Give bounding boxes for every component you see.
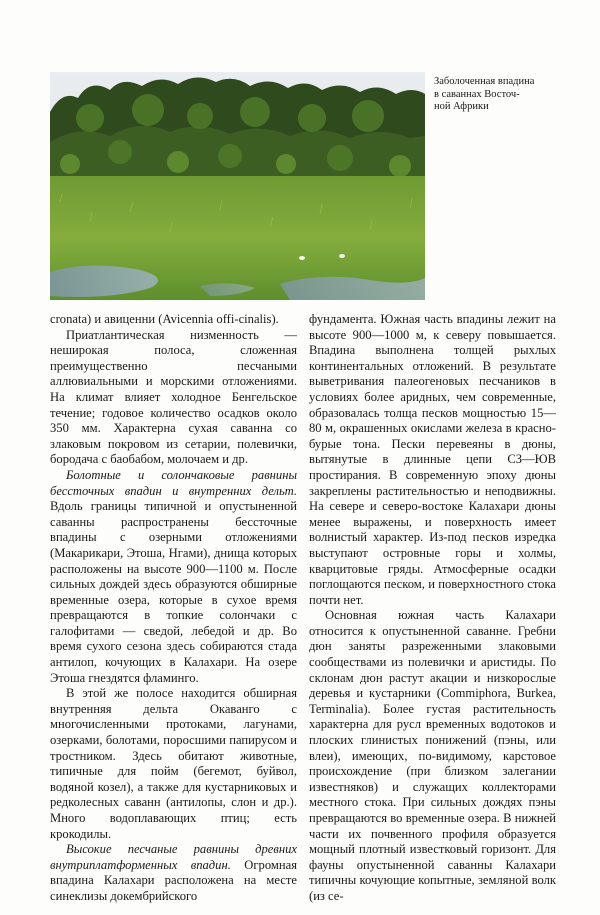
paragraph: cronata) и авиценни (Avicennia offi-cinalis).	[50, 312, 279, 326]
section-heading-italic: Высокие песчаные равнины древних внутриплатформенных впадин.	[50, 842, 297, 872]
right-text-column	[309, 312, 556, 905]
paragraph: В этой же полосе находится обширная внутренняя дельта Окаванго с многочисленными протоками, лагунами, озерками, болотами, поросшими папирусом и тростником. Здесь обитают животные, типичные для пойм (бегемот, буйвол, водяной козел), а также для кустарниковых и редколесных саванн (антилопы, слон и др.). Много водоплавающих птиц; есть крокодилы.	[50, 686, 297, 841]
paragraph: Высокие песчаные равнины древних внутриплатформенных впадин. Огромная впадина Калахари расположена на месте синеклизы докембрийского	[50, 842, 297, 903]
caption-line: Заболоченная впадина	[434, 76, 535, 87]
caption-line: в саваннах Восточ-	[434, 88, 520, 100]
section-heading-italic: Болотные и солончаковые равнины бессточных впадин и внутренних дельт.	[50, 467, 297, 498]
paragraph: Болотные и солончаковые равнины бессточных впадин и внутренних дельт. Вдоль границы типичной и опустыненной саванны распространены бессточные впадины с озерными отложениями (Макарикари, Этоша, Нгами), днища которых расположены на высоте 900—1100 м. После сильных дождей здесь образуются обширные временные озера, которые в сухое время превращаются в топкие солончаки с галофитами — сведой, лебедой и др. Во время сухого сезона здесь собираются стада антилоп, кочующих в Калахари. На озере Этоша гнездятся фламинго.	[50, 467, 297, 685]
photo-illustration	[50, 72, 425, 300]
paragraph: фундамента. Южная часть впадины лежит на высоте 900—1000 м, к северу повышается. Впадина выполнена толщей рыхлых континентальных отложений. В результате выветривания палеогеновых песчаников в условиях более аридных, чем современные, образовалась толща песков мощностью 15—80 м, окрашенных окислами железа в красно-бурые тона. Пески перевеяны в дюны, вытянутые в длинные цепи СЗ—ЮВ простирания. В современную эпоху дюны закреплены растительностью и неподвижны. На севере и северо-востоке Калахари дюны менее выражены, и поверхность имеет волнистый характер. Из-под песков изредка выступают островные горы и холмы, кварцитовые гряды. Атмосферные осадки поглощаются песком, и поверхностного стока почти нет.	[309, 312, 556, 607]
paragraph: Основная южная часть Калахари относится к опустыненной саванне. Гребни дюн заняты разреженными злаковыми сообществами из полевички и аристиды. По склонам дюн растут акации и низкорослые деревья и кустарники (Commiphora, Burkea, Terminalia). Более густая растительность характерна для русл временных водотоков и плоских глинистых понижений (пэны, или влеи), имеющих, по-видимому, карстовое происхождение (при близком залегании известняков) и служащих коллекторами местного стока. При сильных дождях пэны превращаются во временные озера. В нижней части их почвенного профиля образуется мощный плотный известковый горизонт. Для фауны опустыненной саванны Калахари типичны кочующие копытные, земляной волк (из се-	[309, 608, 556, 903]
photo-caption	[434, 76, 554, 114]
swamp-savanna-photo	[50, 72, 425, 300]
paragraph: Приатлантическая низменность — неширокая полоса, сложенная преимущественно песчаными аллювиальными и морскими отложениями. На климат влияет холодное Бенгельское течение; годовое количество осадков около 350 мм. Характерна сухая саванна со злаковым покровом из сетарии, полевички, бородача с баобабом, молочаем и др.	[50, 327, 297, 467]
left-text-column	[50, 312, 297, 905]
caption-line: ной Африки	[434, 101, 489, 112]
